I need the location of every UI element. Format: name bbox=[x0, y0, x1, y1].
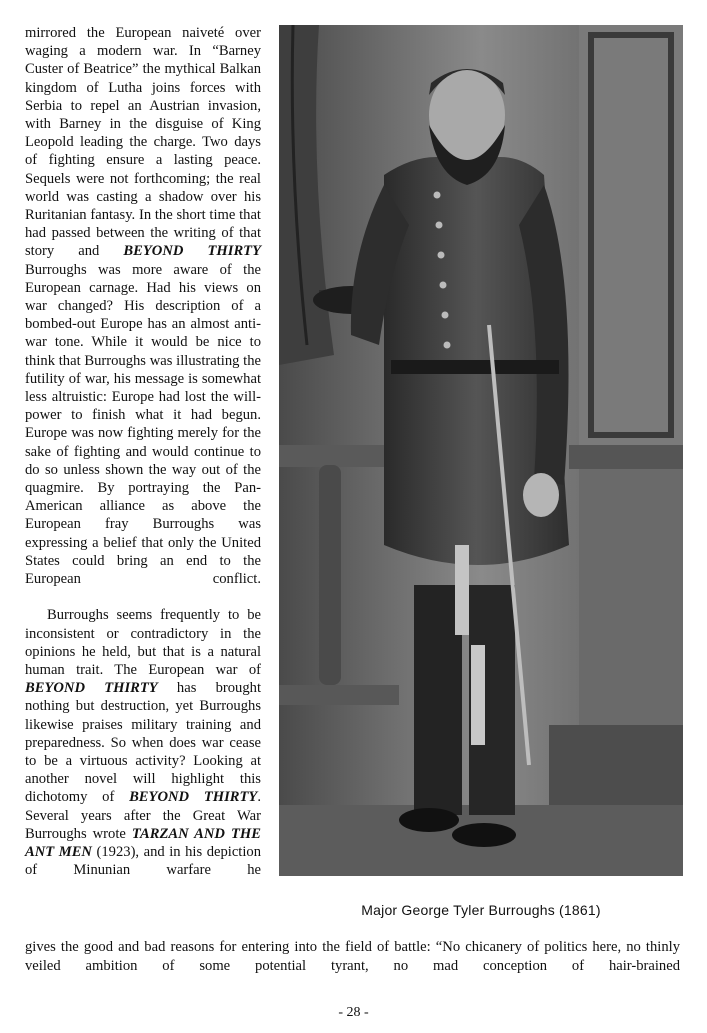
paragraph-text: Burroughs was more aware of the European carnage. Had his views on war changed? His description of a bombed-out Europe has an almost anti-war tone. While it would be nice to think that Burroughs was illustrating the futility of war, his message is somewhat less altruistic: Europe had lost the will-power to finish what it had begun. Europe was now fighting merely for the sake of fighting and would continue to do so unless shown the way out of the quagmire. By portraying the Pan-American alliance as above the European fray Burroughs was expressing a belief that only the United States could bring an end to the European conflict. bbox=[25, 261, 261, 588]
book-title: BEYOND THIRTY bbox=[123, 243, 262, 260]
paragraph-text: mirrored the European naiveté over waging a modern war. In “Barney Custer of Beatrice” the mythical Balkan kingdom of Lutha joins forces with Serbia to repel an Austrian invasion, with Barney in the disguise of King Leopold leading the charge. Two days of fighting ensure a lasting peace. Sequels were not forthcoming; the real world was casting a shadow over his Ruritanian fantasy. In the short time that had passed between the writing of that story and bbox=[25, 25, 261, 260]
paragraph-text: . Several years after the Great War Burroughs wrote bbox=[25, 789, 261, 842]
portrait-image bbox=[279, 25, 683, 876]
book-title: BEYOND THIRTY bbox=[25, 680, 158, 697]
paragraph bbox=[25, 24, 261, 588]
paragraph-text: has brought nothing but destruction, yet Burroughs likewise praises military training and preparedness. So when does war cease to be a virtuous activity? Looking at another novel will highlight this dichotomy of bbox=[25, 680, 261, 806]
text-column bbox=[25, 24, 261, 879]
portrait-photo bbox=[279, 25, 683, 876]
paragraph bbox=[25, 606, 261, 879]
page-number: - 28 - bbox=[338, 1005, 369, 1020]
full-width-paragraph: gives the good and bad reasons for entering into the field of battle: “No chicanery of politics here, no thinly veiled ambition of some potential tyrant, no mad conception of hair-brained bbox=[25, 939, 680, 974]
paragraph-text: Burroughs seems frequently to be inconsistent or contradictory in the opinions he held, but that is a natural human trait. The European war of bbox=[25, 607, 261, 678]
book-title: TARZAN AND THE ANT MEN bbox=[25, 825, 261, 860]
figure-caption: Major George Tyler Burroughs (1861) bbox=[361, 902, 601, 918]
paragraph-text: (1923), and in his depiction of Minunian warfare he bbox=[25, 843, 261, 879]
book-title: BEYOND THIRTY bbox=[129, 789, 258, 806]
